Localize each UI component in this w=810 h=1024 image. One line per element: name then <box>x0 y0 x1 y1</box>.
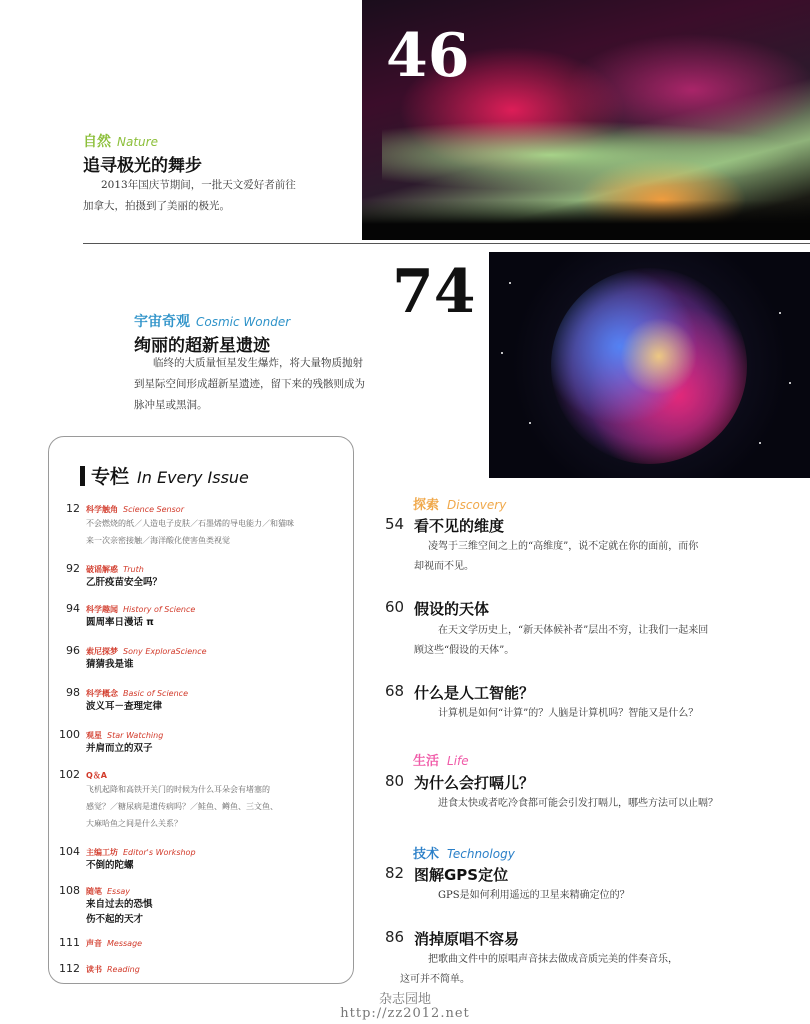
column-page-number: 112 <box>59 962 80 975</box>
article-desc-line: 计算机是如何“计算”的？人脑是计算机吗？智能又是什么？ <box>438 708 699 719</box>
column-tag: 科学触角 Science Sensor <box>86 505 184 514</box>
article-title[interactable]: 消掉原唱不容易 <box>414 930 520 948</box>
feature-desc-line: 脉冲星或黑洞。 <box>134 399 208 411</box>
column-page-number: 104 <box>59 845 80 858</box>
article-desc-line: 把歌曲文件中的原唱声音抹去做成音质完美的伴奏音乐， <box>428 954 678 965</box>
feature-desc-line: 2013年国庆节期间，一批天文爱好者前往 <box>101 179 296 191</box>
column-tag: 索尼探梦 Sony ExploraScience <box>86 647 207 656</box>
columns-title: 专栏 In Every Issue <box>80 462 249 489</box>
article-desc-line: 顾这些“假设的天体”。 <box>414 645 515 656</box>
column-title[interactable]: 波义耳－查理定律 <box>86 701 163 712</box>
column-title[interactable]: 来自过去的恐惧 <box>86 899 153 910</box>
column-title[interactable]: 伤不起的天才 <box>86 914 144 925</box>
column-desc-line: 不会燃烧的纸／人造电子皮肤／石墨烯的导电能力／和猫咪 <box>86 519 294 528</box>
column-page-number: 108 <box>59 884 80 897</box>
article-page-number: 80 <box>385 772 405 790</box>
column-page-number: 100 <box>59 728 80 741</box>
column-title[interactable]: 乙肝疫苗安全吗？ <box>86 577 163 588</box>
column-page-number: 102 <box>59 768 80 781</box>
feature-page-number: 74 <box>392 257 476 327</box>
feature-desc-line: 临终的大质量恒星发生爆炸，将大量物质抛射 <box>153 357 363 369</box>
article-desc-line: 进食太快或者吃冷食都可能会引发打嗝儿，哪些方法可以止嗝？ <box>438 798 718 809</box>
column-desc-line: 感觉？／糖尿病是遗传病吗？／鲑鱼、鳟鱼、三文鱼、 <box>86 802 278 811</box>
column-title[interactable]: 猜猜我是谁 <box>86 659 134 670</box>
article-page-number: 82 <box>385 864 405 882</box>
column-tag: 声音 Message <box>86 939 143 948</box>
feature-desc-line: 到星际空间形成超新星遗迹，留下来的残骸则成为 <box>134 378 365 390</box>
feature-desc-line: 加拿大，拍摄到了美丽的极光。 <box>83 200 230 212</box>
article-title[interactable]: 看不见的维度 <box>414 517 505 535</box>
article-page-number: 86 <box>385 928 405 946</box>
column-desc-line: 来一次亲密接触／海洋酸化使害鱼类视觉 <box>86 536 230 545</box>
aurora-photo <box>362 0 810 240</box>
section-label-nature: 自然 Nature <box>83 134 158 150</box>
column-page-number: 92 <box>66 562 80 575</box>
column-tag: 读书 Reading <box>86 965 140 974</box>
column-title[interactable]: 圆周率日漫话 π <box>86 617 154 628</box>
section-label-cosmic: 宇宙奇观 Cosmic Wonder <box>134 314 291 330</box>
column-title[interactable]: 不倒的陀螺 <box>86 860 134 871</box>
article-page-number: 60 <box>385 598 405 616</box>
article-desc-line: 凌驾于三维空间之上的“高维度”，说不定就在你的面前，而你 <box>428 541 699 552</box>
column-page-number: 12 <box>66 502 80 515</box>
article-page-number: 54 <box>385 515 405 533</box>
column-page-number: 96 <box>66 644 80 657</box>
article-desc-line: GPS是如何利用遥远的卫星来精确定位的？ <box>438 890 630 901</box>
article-desc-line: 在天文学历史上，“新天体候补者”层出不穷，让我们一起来回 <box>438 625 709 636</box>
column-tag: 观星 Star Watching <box>86 731 164 740</box>
column-title[interactable]: 并肩而立的双子 <box>86 743 153 754</box>
watermark-site-name: 杂志园地 <box>378 992 431 1007</box>
article-title[interactable]: 假设的天体 <box>414 600 490 618</box>
column-desc-line: 大麻哈鱼之间是什么关系？ <box>86 819 182 828</box>
category-discovery: 探索 Discovery <box>413 498 507 513</box>
feature-title-supernova[interactable]: 绚丽的超新星遗迹 <box>134 336 270 356</box>
article-title[interactable]: 为什么会打嗝儿？ <box>414 774 535 792</box>
column-tag: Q＆A <box>86 771 107 780</box>
column-desc-line: 飞机起降和高铁开关门的时候为什么耳朵会有堵塞的 <box>86 785 270 794</box>
column-tag: 主编工坊 Editor's Workshop <box>86 848 196 857</box>
article-desc-line: 这可并不简单。 <box>400 974 470 985</box>
column-tag: 破谣解惑 Truth <box>86 565 144 574</box>
supernova-photo <box>489 252 810 478</box>
category-technology: 技术 Technology <box>413 847 515 862</box>
article-title[interactable]: 图解GPS定位 <box>414 866 509 884</box>
column-page-number: 111 <box>59 936 80 949</box>
column-tag: 随笔 Essay <box>86 887 131 896</box>
article-title[interactable]: 什么是人工智能？ <box>414 684 535 702</box>
column-tag: 科学趣闻 History of Science <box>86 605 196 614</box>
article-page-number: 68 <box>385 682 405 700</box>
column-page-number: 98 <box>66 686 80 699</box>
feature-page-number: 46 <box>386 21 470 91</box>
divider <box>83 243 810 244</box>
article-desc-line: 却视而不见。 <box>414 561 474 572</box>
watermark-url[interactable]: http://zz2012.net <box>340 1006 470 1021</box>
column-page-number: 94 <box>66 602 80 615</box>
category-life: 生活 Life <box>413 754 469 769</box>
feature-title-aurora[interactable]: 追寻极光的舞步 <box>83 156 202 176</box>
column-tag: 科学概念 Basic of Science <box>86 689 188 698</box>
